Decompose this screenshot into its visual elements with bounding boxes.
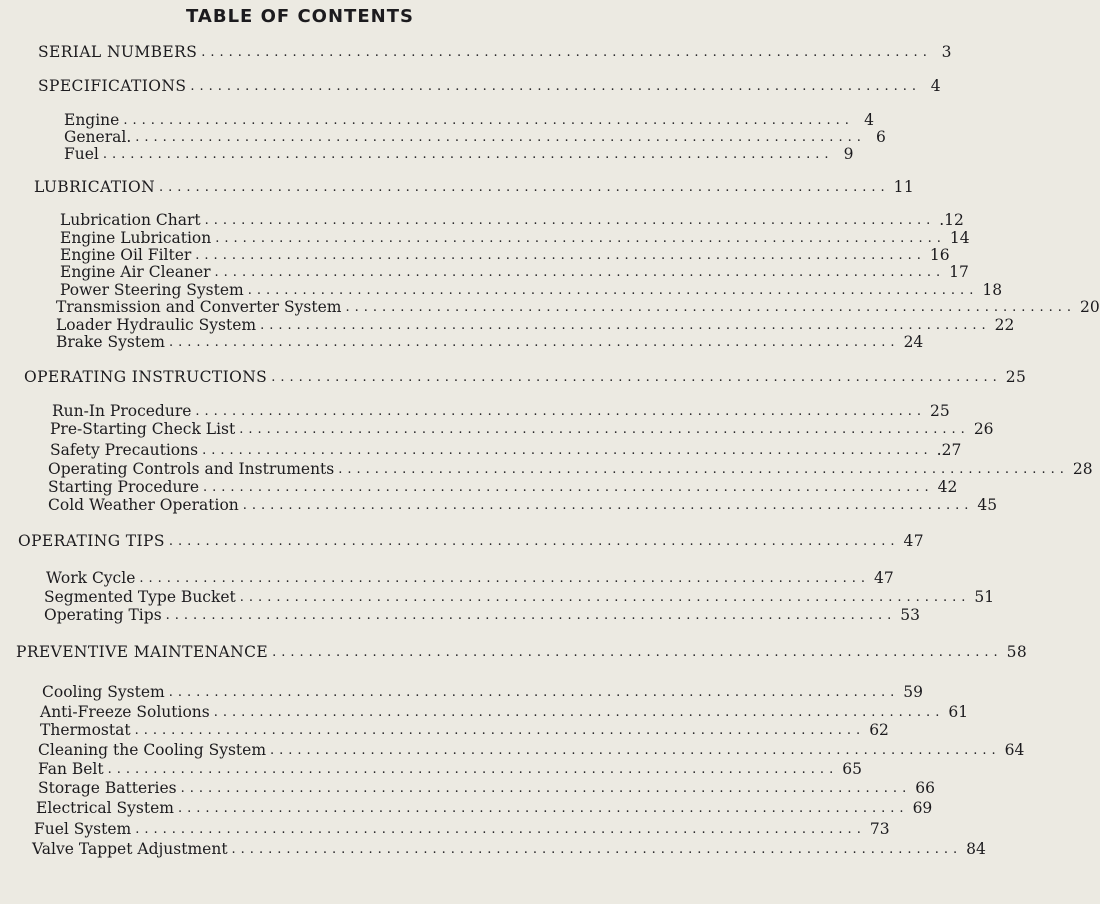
- toc-entry-page: 26: [973, 420, 994, 438]
- toc-entry-page: 11: [893, 178, 915, 196]
- toc-entry: [64, 128, 886, 146]
- toc-entry-label: Valve Tappet Adjustment: [32, 840, 228, 858]
- toc-entry: [24, 368, 1027, 386]
- toc-entry: [56, 298, 1100, 316]
- toc-entry: [56, 333, 924, 351]
- toc-entry: [40, 721, 889, 739]
- toc-entry: [56, 316, 1015, 334]
- toc-entry-label: Segmented Type Bucket: [44, 588, 236, 606]
- toc-entry: [38, 779, 935, 797]
- toc-entry-label: Anti-Freeze Solutions: [40, 703, 210, 721]
- toc-entry-page: 61: [948, 703, 969, 721]
- toc-entry: [18, 532, 925, 550]
- toc-entry-label: Work Cycle: [46, 569, 136, 587]
- toc-entry-page: 73: [869, 820, 890, 838]
- toc-entry-page: 59: [903, 683, 924, 701]
- dot-leader: ................................................................................: [345, 300, 1077, 315]
- dot-leader: ................................................................................: [135, 822, 866, 837]
- toc-entry-page: 42: [937, 478, 958, 496]
- dot-leader: ................................................................................: [177, 801, 909, 816]
- toc-entry: [38, 77, 941, 95]
- toc-entry-label: OPERATING INSTRUCTIONS: [24, 368, 268, 386]
- toc-entry-page: .12: [939, 211, 964, 229]
- toc-entry-label: PREVENTIVE MAINTENANCE: [16, 643, 269, 661]
- dot-leader: ................................................................................: [231, 842, 963, 857]
- toc-entry-label: OPERATING TIPS: [18, 532, 165, 550]
- toc-entry-label: Cleaning the Cooling System: [38, 741, 267, 759]
- dot-leader: ................................................................................: [201, 45, 932, 60]
- toc-entry-page: 47: [903, 532, 925, 550]
- dot-leader: ................................................................................: [239, 422, 970, 437]
- dot-leader: ................................................................................: [159, 180, 890, 195]
- toc-entry: [64, 111, 874, 129]
- toc-entry: [48, 460, 1093, 478]
- toc-entry-label: General.: [64, 128, 132, 146]
- dot-leader: ................................................................................: [135, 130, 866, 145]
- toc-entry-label: Operating Controls and Instruments: [48, 460, 335, 478]
- toc-entry-page: 14: [949, 229, 970, 247]
- toc-entry-label: Safety Precautions: [50, 441, 199, 459]
- toc-entry: [42, 683, 924, 701]
- toc-entry: [50, 441, 962, 459]
- toc-entry-page: 6: [875, 128, 886, 146]
- toc-entry-page: 51: [974, 588, 995, 606]
- dot-leader: ................................................................................: [270, 743, 1001, 758]
- toc-entry-label: Loader Hydraulic System: [56, 316, 257, 334]
- toc-entry-page: 16: [929, 246, 950, 264]
- dot-leader: ................................................................................: [203, 480, 934, 495]
- toc-entry-page: 4: [930, 77, 941, 95]
- toc-entry-label: Cooling System: [42, 683, 165, 701]
- toc-entry: [60, 229, 970, 247]
- dot-leader: ................................................................................: [102, 147, 834, 162]
- toc-entry: [60, 211, 964, 229]
- dot-leader: ................................................................................: [242, 498, 974, 513]
- dot-leader: ................................................................................: [107, 762, 839, 777]
- toc-entry-page: 65: [842, 760, 862, 778]
- toc-entry-label: Engine Air Cleaner: [60, 263, 211, 281]
- toc-entry: [34, 178, 915, 196]
- toc-entry-page: 45: [977, 496, 998, 514]
- toc-entry-label: Electrical System: [36, 799, 174, 817]
- toc-entry-page: 3: [941, 43, 952, 61]
- toc-entry-page: 9: [843, 145, 854, 163]
- toc-entry-label: Storage Batteries: [38, 779, 177, 797]
- toc-entry: [50, 420, 994, 438]
- dot-leader: ................................................................................: [180, 781, 912, 796]
- toc-entry-label: Engine: [64, 111, 120, 129]
- toc-entry: [38, 741, 1025, 759]
- dot-leader: ................................................................................: [247, 283, 979, 298]
- toc-title: TABLE OF CONTENTS: [186, 6, 414, 27]
- toc-entry-label: Thermostat: [40, 721, 131, 739]
- toc-entry-label: Engine Oil Filter: [60, 246, 192, 264]
- dot-leader: ................................................................................: [168, 534, 900, 549]
- dot-leader: ................................................................................: [168, 335, 900, 350]
- toc-entry: [38, 43, 952, 61]
- dot-leader: ................................................................................: [271, 370, 1002, 385]
- dot-leader: ................................................................................: [213, 705, 945, 720]
- toc-entry: [60, 246, 950, 264]
- toc-entry-label: Run-In Procedure: [52, 402, 192, 420]
- toc-entry-page: 22: [994, 316, 1015, 334]
- toc-entry-page: 24: [903, 333, 924, 351]
- dot-leader: ................................................................................: [190, 79, 921, 94]
- toc-entry: [16, 643, 1028, 661]
- toc-entry: [40, 703, 969, 721]
- dot-leader: ................................................................................: [272, 645, 1003, 660]
- toc-entry-label: Engine Lubrication: [60, 229, 212, 247]
- toc-entry-page: 53: [900, 606, 920, 624]
- toc-entry-label: Cold Weather Operation: [48, 496, 239, 514]
- dot-leader: ................................................................................: [338, 462, 1069, 477]
- toc-entry-page: 25: [1005, 368, 1027, 386]
- toc-entry-page: 4: [864, 111, 874, 129]
- toc-entry-page: 66: [915, 779, 935, 797]
- toc-entry-label: Power Steering System: [60, 281, 244, 299]
- toc-entry-label: Operating Tips: [44, 606, 162, 624]
- toc-entry-label: Fuel: [64, 145, 99, 163]
- dot-leader: ................................................................................: [123, 113, 854, 128]
- toc-entry: [60, 281, 1003, 299]
- dot-leader: ................................................................................: [195, 248, 926, 263]
- toc-entry: [36, 799, 933, 817]
- toc-entry: [38, 760, 862, 778]
- toc-entry-page: 58: [1006, 643, 1028, 661]
- toc-entry-label: Brake System: [56, 333, 165, 351]
- toc-entry-label: LUBRICATION: [34, 178, 156, 196]
- toc-entry-page: 84: [966, 840, 986, 858]
- dot-leader: ................................................................................: [139, 571, 870, 586]
- toc-entry: [46, 569, 894, 587]
- dot-leader: ................................................................................: [134, 723, 866, 738]
- toc-entry-page: 17: [949, 263, 969, 281]
- toc-entry-page: 47: [873, 569, 894, 587]
- toc-entry-label: Fan Belt: [38, 760, 104, 778]
- dot-leader: ................................................................................: [215, 231, 946, 246]
- dot-leader: ................................................................................: [260, 318, 991, 333]
- toc-entry: [34, 820, 890, 838]
- toc-entry-page: 69: [912, 799, 933, 817]
- toc-entry-page: 62: [869, 721, 889, 739]
- dot-leader: ................................................................................: [202, 443, 933, 458]
- toc-entry-label: Pre-Starting Check List: [50, 420, 236, 438]
- toc-entry: [44, 606, 920, 624]
- toc-entry-page: 64: [1004, 741, 1025, 759]
- toc-entry: [44, 588, 995, 606]
- dot-leader: ................................................................................: [165, 608, 897, 623]
- dot-leader: ................................................................................: [214, 265, 946, 280]
- toc-entry: [52, 402, 950, 420]
- dot-leader: ................................................................................: [195, 404, 927, 419]
- toc-entry-label: SPECIFICATIONS: [38, 77, 187, 95]
- toc-entry-page: .27: [936, 441, 962, 459]
- dot-leader: ................................................................................: [204, 213, 936, 228]
- toc-entry: [48, 496, 998, 514]
- toc-entry: [60, 263, 969, 281]
- toc-entry: [64, 145, 854, 163]
- toc-entry-page: 25: [930, 402, 950, 420]
- toc-entry-label: Transmission and Converter System: [56, 298, 342, 316]
- toc-entry-page: 20: [1080, 298, 1100, 316]
- toc-entry-page: 28: [1072, 460, 1093, 478]
- toc-entry-label: Fuel System: [34, 820, 132, 838]
- toc-entry: [48, 478, 958, 496]
- toc-entry: [32, 840, 986, 858]
- dot-leader: ................................................................................: [239, 590, 971, 605]
- toc-entry-label: SERIAL NUMBERS: [38, 43, 198, 61]
- dot-leader: ................................................................................: [168, 685, 900, 700]
- toc-entry-label: Lubrication Chart: [60, 211, 201, 229]
- toc-entry-label: Starting Procedure: [48, 478, 200, 496]
- toc-entry-page: 18: [982, 281, 1003, 299]
